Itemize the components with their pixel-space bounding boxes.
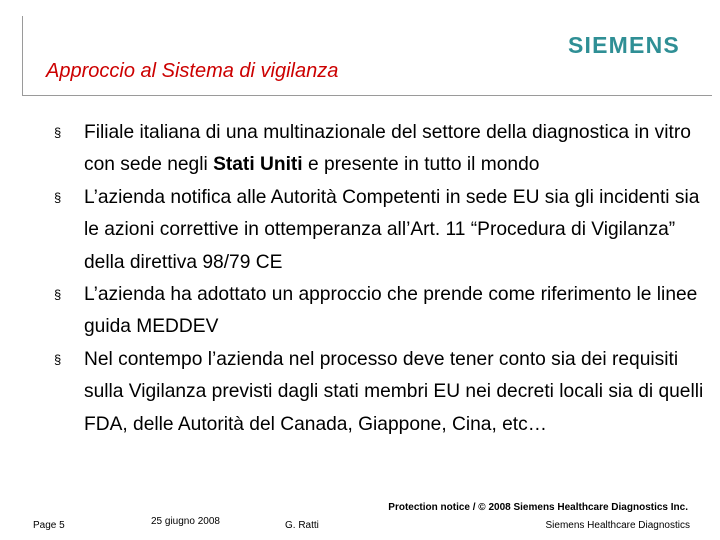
bullet-marker-icon: § (54, 189, 62, 205)
bullet-text-3: L’azienda ha adottato un approccio che prende come riferimento le linee guida MEDDEV (84, 284, 698, 338)
siemens-logo: SIEMENS (568, 32, 680, 58)
bullet-marker-icon: § (54, 351, 62, 367)
bullet-marker-icon: § (54, 287, 62, 303)
footer-author: G. Ratti (285, 520, 319, 531)
bullet-text-1a: Filiale italiana di una multinazionale del settore della diagnostica in vitro con sede negli (84, 122, 691, 176)
bullet-item-4 (54, 344, 704, 441)
footer-date: 25 giugno 2008 (151, 516, 220, 527)
bullet-text-1c: e presente in tutto il mondo (302, 154, 540, 176)
bullet-text-4: Nel contempo l’azienda nel processo deve tener conto sia dei requisiti sulla Vigilanza previsti dagli stati membri EU nei decreti locali sia di quelli FDA, delle Autorità del Canada, Giappone, Cina, etc… (84, 348, 704, 435)
bullet-text-1b: Stati Uniti (213, 154, 303, 176)
bullet-list (54, 117, 704, 441)
company-name: Siemens Healthcare Diagnostics (545, 520, 690, 531)
bullet-marker-icon: § (54, 125, 62, 140)
bullet-item-2 (54, 182, 704, 279)
protection-notice: Protection notice / © 2008 Siemens Healthcare Diagnostics Inc. (388, 502, 688, 513)
bullet-text-2: L’azienda notifica alle Autorità Competenti in sede EU sia gli incidenti sia le azioni correttive in ottemperanza all’Art. 11 “Procedura di Vigilanza” della direttiva 98/79 CE (84, 186, 700, 273)
bullet-item-1 (54, 117, 704, 182)
bullet-item-3 (54, 279, 704, 344)
page-number: Page 5 (33, 520, 65, 531)
slide-title: Approccio al Sistema di vigilanza (46, 60, 339, 82)
